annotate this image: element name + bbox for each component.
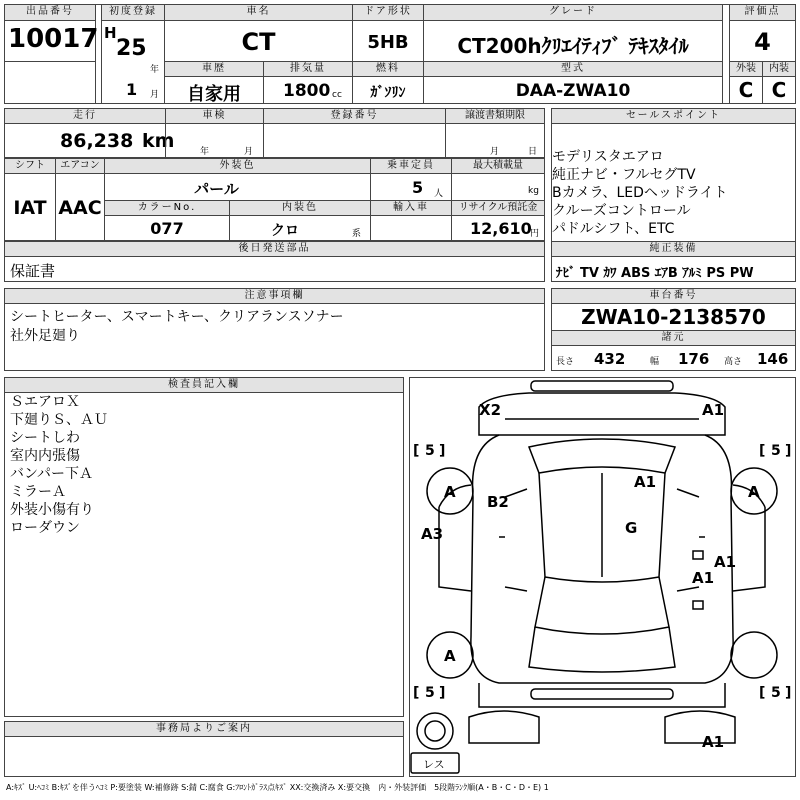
load-unit: kg (528, 186, 539, 196)
cc-unit: cc (332, 90, 342, 100)
sales-line: Bカメラ、LEDヘッドライト (552, 185, 728, 201)
int-label: 内装 (762, 61, 796, 77)
seats-unit: 人 (434, 189, 444, 199)
dims-label: 諸元 (551, 330, 796, 346)
door-type: 5HB (367, 32, 409, 53)
sales-line: パドルシフト、ETC (552, 221, 675, 237)
damage-mark: A1 (702, 401, 725, 419)
shift-label: シフト (4, 158, 56, 174)
first-reg-label: 初度登録 (101, 4, 165, 21)
damage-mark: A1 (692, 569, 715, 587)
later-parts-label: 後日発送部品 (4, 241, 545, 257)
tire-front-left: [ (413, 443, 420, 459)
notes-label: 注意事項欄 (4, 288, 545, 304)
recycle-unit: 円 (530, 229, 540, 239)
svg-text:]: ] (439, 443, 446, 459)
transfer-label: 譲渡書類期限 (445, 108, 545, 124)
damage-mark: A3 (421, 525, 444, 543)
svg-text:5: 5 (425, 685, 435, 701)
reg-year: 25 (116, 36, 147, 61)
colorno-label: カラーNo. (104, 200, 230, 216)
legend-text: A:ｷｽﾞ U:ﾍｺﾐ B:ｷｽﾞを伴うﾍｺﾐ P:要塗装 W:補修跡 S:錆 C:腐食 G:ﾌﾛﾝﾄｶﾞﾗｽ点ｷｽﾞ XX:交換済み X:要交換 内・外装評価 5段階ﾗﾝｸ順(A・B・C・D・E) 1 (6, 783, 549, 792)
tire-rear-right: [ (759, 685, 766, 701)
inspection-year-unit: 年 (200, 147, 210, 157)
grade-value: CT200hｸﾘｴｲﾃｨﾌﾞ ﾃｷｽﾀｲﾙ (457, 34, 689, 58)
inspector-line: ローダウン (10, 520, 80, 536)
hgt-value: 146 (757, 350, 789, 368)
inspector-line: ミラーＡ (10, 484, 66, 500)
sales-line: クルーズコントロール (552, 203, 691, 219)
damage-mark: X2 (479, 401, 502, 419)
recycle-value: 12,610 (470, 219, 532, 238)
svg-text:5: 5 (771, 443, 781, 459)
model-value: DAA-ZWA10 (515, 81, 631, 101)
sales-label: セールスポイント (551, 108, 796, 124)
inspector-line: バンパー下Ａ (10, 466, 94, 482)
inspector-line: 下廻りＳ、ＡＵ (10, 412, 108, 428)
fuel-label: 燃料 (352, 61, 424, 77)
history-value: 自家用 (187, 84, 241, 105)
transfer-month-unit: 月 (490, 147, 500, 157)
load-label: 最大積載量 (451, 158, 545, 174)
damage-mark: A1 (714, 553, 737, 571)
reg-month: 1 (126, 80, 138, 99)
later-parts-value: 保証書 (10, 262, 56, 280)
inspector-label: 検査員記入欄 (4, 377, 404, 393)
intcolor-value: クロ (271, 223, 299, 239)
transfer-day-unit: 日 (528, 147, 538, 157)
grade-label: グレード (423, 4, 723, 21)
recycle-label: リサイクル預託金 (451, 200, 545, 216)
notes-line: 社外足廻り (10, 328, 80, 344)
inspector-line: シートしわ (10, 430, 80, 446)
svg-text:]: ] (785, 685, 792, 701)
damage-mark: A1 (702, 733, 725, 751)
sales-line: 純正ナビ・フルセグTV (552, 167, 696, 183)
int-grade: C (771, 78, 787, 102)
inspector-lines (10, 393, 108, 537)
reg-year-unit: 年 (150, 65, 160, 75)
damage-mark: G (625, 519, 638, 537)
inspector-line: 外装小傷有り (10, 502, 94, 518)
spare-label: レス (423, 758, 445, 771)
score-value: 4 (754, 28, 771, 56)
model-label: 型式 (423, 61, 723, 77)
wheel-rear-right (731, 632, 777, 678)
svg-text:5: 5 (771, 685, 781, 701)
inspection-month-unit: 月 (244, 147, 254, 157)
lot-no: 10017 (8, 24, 99, 54)
damage-mark: A (748, 483, 760, 501)
color-value: パール (194, 180, 239, 198)
notes-lines (10, 308, 344, 346)
car-damage-diagram (409, 377, 796, 777)
inspector-line: 室内内張傷 (10, 448, 80, 464)
reg-month-unit: 月 (150, 90, 160, 100)
notes-line: シートヒーター、スマートキー、クリアランスソナー (10, 309, 344, 325)
car-name: CT (241, 28, 276, 56)
sales-line: モデリスタエアロ (552, 149, 664, 165)
mileage-value: 86,238 (60, 130, 134, 152)
ac-label: エアコン (55, 158, 105, 174)
ext-label: 外装 (729, 61, 763, 77)
intcolor-unit: 系 (352, 229, 362, 239)
chassis-label: 車台番号 (551, 288, 796, 304)
mileage-label: 走行 (4, 108, 166, 124)
svg-text:5: 5 (425, 443, 435, 459)
hgt-label: 高さ (724, 357, 743, 367)
damage-mark: A (444, 647, 456, 665)
seats-label: 乗車定員 (370, 158, 452, 174)
inspector-line: ＳエアロＸ (10, 394, 80, 410)
damage-mark: A1 (634, 473, 657, 491)
sales-lines (552, 148, 728, 238)
tire-front-right: [ (759, 443, 766, 459)
tire-rear-left: [ (413, 685, 420, 701)
lot-no-label: 出品番号 (4, 4, 96, 21)
cc-label: 排気量 (263, 61, 353, 77)
svg-text:]: ] (785, 443, 792, 459)
colorno-value: 077 (150, 219, 184, 238)
damage-mark: A (444, 483, 456, 501)
color-label: 外装色 (104, 158, 371, 174)
chassis-value: ZWA10-2138570 (581, 305, 766, 329)
ext-grade: C (738, 78, 754, 102)
regno-label: 登録番号 (263, 108, 446, 124)
reg-era: H (104, 24, 117, 42)
door-label: ドア形状 (352, 4, 424, 21)
shift-value: IAT (13, 197, 47, 219)
score-label: 評価点 (729, 4, 796, 21)
mileage-unit: km (142, 130, 175, 152)
damage-mark: B2 (487, 493, 509, 511)
spare-tire (417, 713, 453, 749)
seats-value: 5 (412, 178, 424, 197)
name-label: 車名 (164, 4, 353, 21)
len-value: 432 (594, 350, 626, 368)
len-label: 長さ (556, 357, 575, 367)
office-label: 事務局よりご案内 (4, 721, 404, 737)
equipment-label: 純正装備 (551, 241, 796, 257)
equipment-value: ﾅﾋﾞ TV ｶﾜ ABS ｴｱB ｱﾙﾐ PS PW (556, 266, 754, 281)
intcolor-label: 内装色 (229, 200, 371, 216)
import-label: 輸入車 (370, 200, 452, 216)
history-label: 車歴 (164, 61, 264, 77)
svg-text:]: ] (439, 685, 446, 701)
wid-value: 176 (678, 350, 710, 368)
ac-value: AAC (58, 197, 102, 219)
fuel-value: ｶﾞｿﾘﾝ (370, 85, 406, 101)
cc-value: 1800 (283, 81, 331, 101)
wid-label: 幅 (650, 357, 660, 367)
inspection-label: 車検 (165, 108, 264, 124)
